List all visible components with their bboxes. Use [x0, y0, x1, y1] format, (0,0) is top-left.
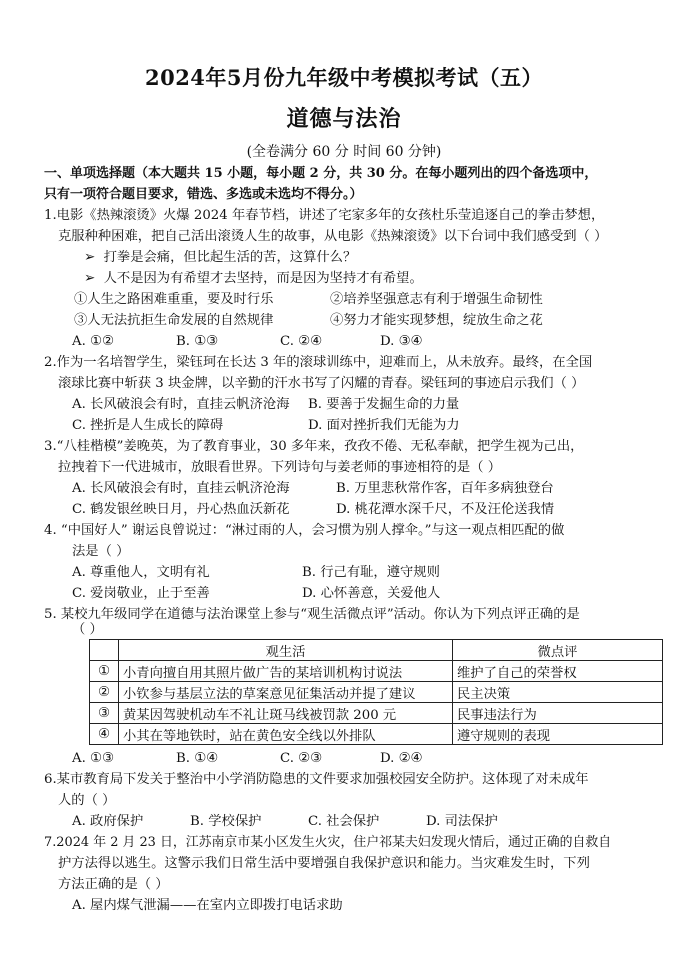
table-header-cell: 观生活 [119, 640, 453, 661]
q1-item1: ①人生之路困难重重，要及时行乐 [74, 292, 274, 307]
q7-stem-line2: 护方法得以逃生。这警示我们日常生活中要增强自我保护意识和能力。当灾难发生时，下列 [58, 856, 590, 871]
exam-info: (全卷满分 60 分 时间 60 分钟) [246, 144, 442, 160]
q5-option-b: B. ①④ [176, 751, 219, 766]
q1-option-c: C. ②④ [280, 334, 322, 349]
q4-option-d: D. 心怀善意，关爱他人 [302, 586, 441, 601]
q6-option-a: A. 政府保护 [72, 814, 144, 829]
arrow-bullet-icon: ➢ [84, 271, 96, 286]
q7-option-a: A. 屋内煤气泄漏——在室内立即拨打电话求助 [72, 898, 343, 913]
q4-option-b: B. 行己有耻，遵守规则 [302, 565, 440, 580]
q7-stem-line1: 7.2024 年 2 月 23 日，江苏南京市某小区发生火灾，住户祁某夫妇发现火情后，通过正确的自救自 [44, 835, 612, 850]
q1-item2: ②培养坚强意志有利于增强生命韧性 [330, 292, 543, 307]
table-row [90, 661, 663, 682]
table-cell-num: ③ [90, 703, 119, 724]
q1-item3: ③人无法抗拒生命发展的自然规律 [74, 313, 274, 328]
table-row [90, 703, 663, 724]
q3-stem-line1: 3.“八桂楷模”姜晚英，为了教育事业，30 多年来，孜孜不倦、无私奉献，把学生视为己出， [44, 439, 584, 454]
section-heading-line2: 只有一项符合题目要求，错选、多选或未选均不得分。） [44, 187, 363, 202]
q3-stem-line2: 拉拽着下一代进城市，放眼看世界。下列诗句与姜老师的事迹相符的是（ ） [58, 460, 502, 475]
table-header-cell [90, 640, 119, 661]
q1-quote1: ➢ 打拳是会痛，但比起生活的苦，这算什么？ [84, 250, 357, 265]
q6-stem-line1: 6.某市教育局下发关于整治中小学消防隐患的文件要求加强校园安全防护。这体现了对未成年 [44, 772, 589, 787]
q5-option-a: A. ①③ [72, 751, 114, 766]
q1-quote2: ➢ 人不是因为有希望才去坚持，而是因为坚持才有希望。 [84, 271, 423, 286]
q2-option-d: D. 面对挫折我们无能为力 [308, 418, 460, 433]
q2-option-a: A. 长风破浪会有时，直挂云帆济沧海 [72, 397, 290, 412]
q3-option-d: D. 桃花潭水深千尺，不及汪伦送我情 [336, 502, 555, 517]
section-heading-line1: 一、单项选择题（本大题共 15 小题，每小题 2 分，共 30 分。在每小题列出的四个备选项中， [44, 166, 598, 181]
table-cell-life: 黄某因驾驶机动车不礼让斑马线被罚款 200 元 [119, 703, 453, 724]
q1-option-b: B. ①③ [176, 334, 219, 349]
subject-title: 道德与法治 [286, 106, 402, 132]
q6-stem-line2: 人的（ ） [58, 793, 116, 808]
q4-stem-line2: 法是（ ） [72, 544, 130, 559]
table-header-row [90, 640, 663, 661]
q5-option-c: C. ②③ [280, 751, 322, 766]
q7-stem-line3: 方法正确的是（ ） [58, 877, 169, 892]
q6-option-d: D. 司法保护 [426, 814, 498, 829]
table-cell-life: 小钦参与基层立法的草案意见征集活动并提了建议 [119, 682, 453, 703]
table-cell-num: ④ [90, 724, 119, 745]
q6-option-b: B. 学校保护 [190, 814, 262, 829]
q4-option-a: A. 尊重他人，文明有礼 [72, 565, 210, 580]
q3-option-a: A. 长风破浪会有时，直挂云帆济沧海 [72, 481, 290, 496]
q1-stem-line1: 1.电影《热辣滚烫》火爆 2024 年春节档，讲述了宅家多年的女孩杜乐莹追逐自己的拳击梦想， [44, 208, 605, 223]
q4-option-c: C. 爱岗敬业，止于至善 [72, 586, 210, 601]
q1-stem-line2: 克服种种困难，把自己活出滚烫人生的故事，从电影《热辣滚烫》以下台词中我们感受到（ ） [58, 229, 608, 244]
exam-title: 2024年5月份九年级中考模拟考试（五） [144, 65, 544, 90]
q4-stem-line1: 4. “中国好人” 谢运良曾说过：“淋过雨的人，会习惯为别人撑伞。”与这一观点相匹配的做 [44, 523, 565, 538]
table-cell-comment: 维护了自己的荣誉权 [453, 661, 663, 682]
table-cell-num: ② [90, 682, 119, 703]
arrow-bullet-icon: ➢ [84, 250, 96, 265]
table-cell-comment: 民主决策 [453, 682, 663, 703]
table-header-cell: 微点评 [453, 640, 663, 661]
table-cell-comment: 遵守规则的表现 [453, 724, 663, 745]
table-row [90, 724, 663, 745]
table-row [90, 682, 663, 703]
table-cell-life: 小青向擅自用其照片做广告的某培训机构讨说法 [119, 661, 453, 682]
q6-option-c: C. 社会保护 [308, 814, 380, 829]
table-cell-comment: 民事违法行为 [453, 703, 663, 724]
q5-stem-line1: 5. 某校九年级同学在道德与法治课堂上参与“观生活微点评”活动。你认为下列点评正确的是 [44, 607, 580, 622]
q2-stem-line2: 滚球比赛中斩获 3 块金牌，以辛勤的汗水书写了闪耀的青春。梁钰珂的事迹启示我们（ ） [58, 376, 585, 391]
q5-option-d: D. ②④ [380, 751, 423, 766]
q5-table [89, 639, 663, 745]
q1-item4: ④努力才能实现梦想，绽放生命之花 [330, 313, 543, 328]
q1-option-d: D. ③④ [380, 334, 423, 349]
q3-option-c: C. 鹤发银丝映日月，丹心热血沃新花 [72, 502, 290, 517]
q5-stem-line2: （ ） [72, 622, 103, 637]
q3-option-b: B. 万里悲秋常作客，百年多病独登台 [336, 481, 554, 496]
q2-stem-line1: 2.作为一名培智学生，梁钰珂在长达 3 年的滚球训练中，迎难而上，从未放弃。最终，在全国 [44, 355, 593, 370]
q2-option-c: C. 挫折是人生成长的障碍 [72, 418, 224, 433]
table-cell-life: 小其在等地铁时，站在黄色安全线以外排队 [119, 724, 453, 745]
table-cell-num: ① [90, 661, 119, 682]
q1-option-a: A. ①② [72, 334, 114, 349]
q2-option-b: B. 要善于发掘生命的力量 [308, 397, 460, 412]
